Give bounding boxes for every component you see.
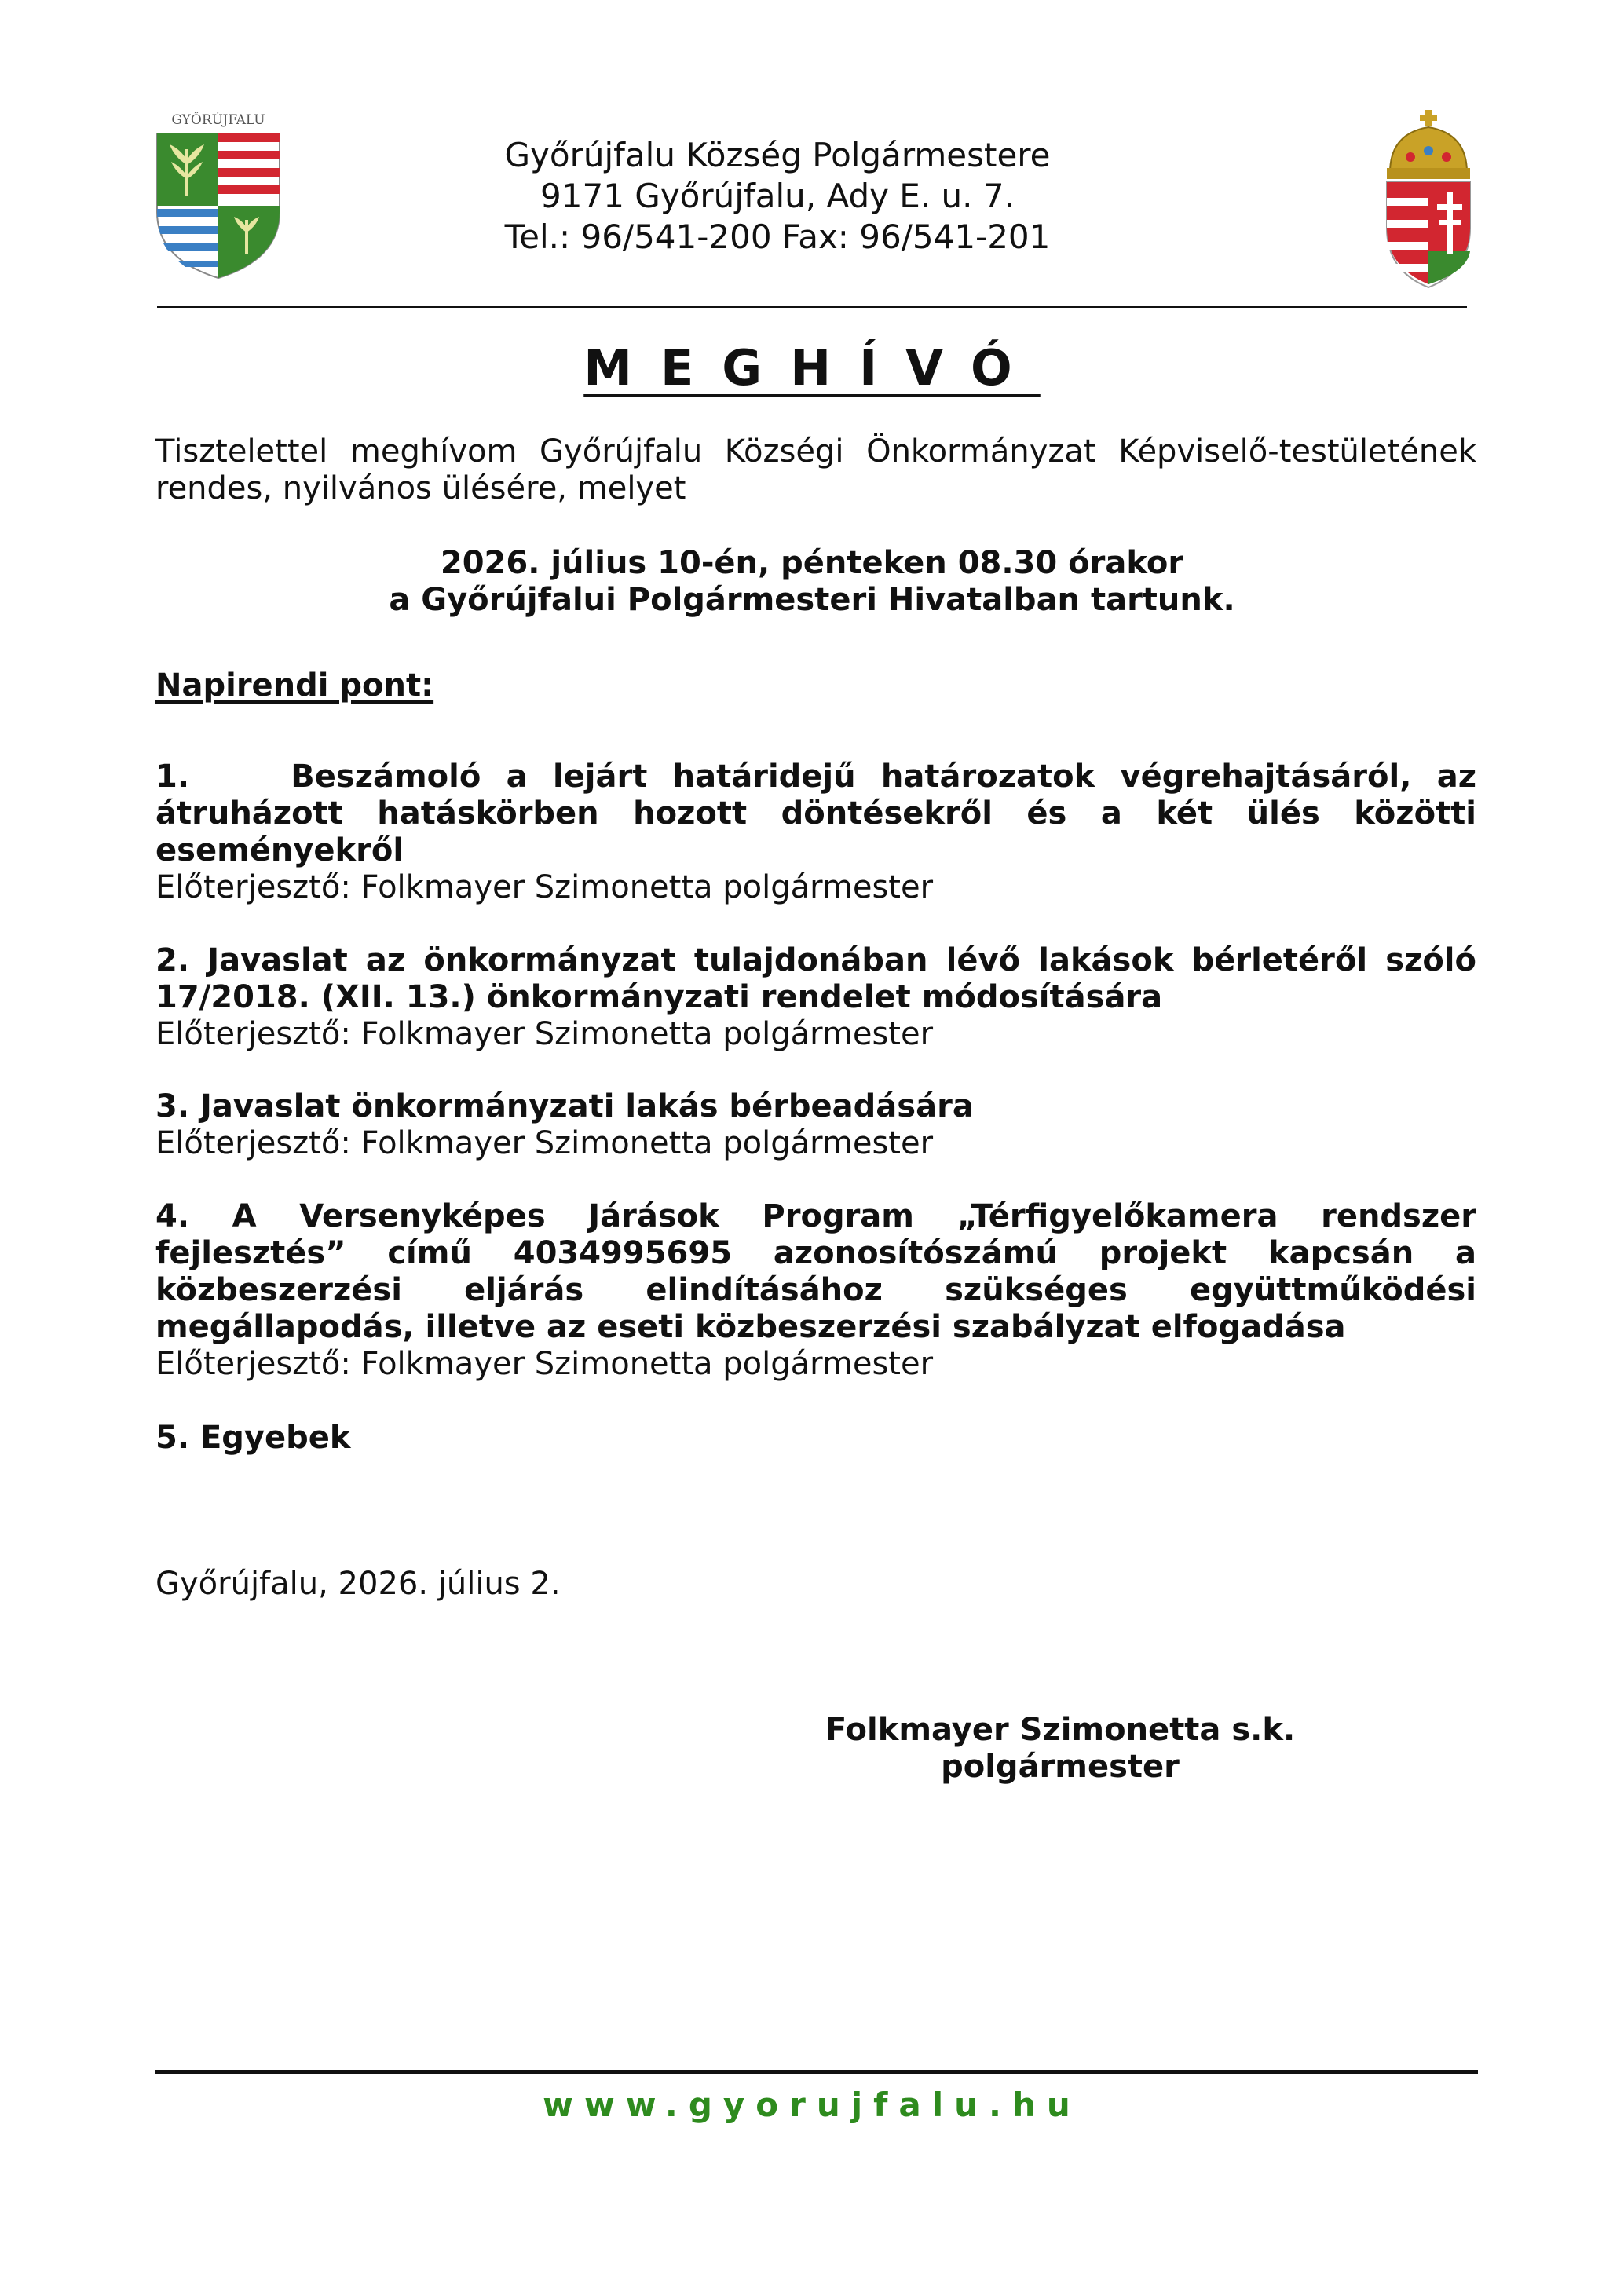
meeting-date: 2026. július 10-én, pénteken 08.30 órakor xyxy=(440,545,1184,581)
gyorujfalu-coat-of-arms xyxy=(151,110,286,281)
issuer-name: Győrújfalu Község Polgármestere xyxy=(504,136,1051,174)
signature-name: Folkmayer Szimonetta s.k. xyxy=(825,1712,1296,1748)
issuer-phone: Tel.: 96/541-200 Fax: 96/541-201 xyxy=(504,218,1051,256)
agenda-item-title: 5. Egyebek xyxy=(155,1420,351,1456)
agenda-item xyxy=(155,1088,1476,1162)
document-title: MEGHÍVÓ xyxy=(583,339,1041,397)
agenda-item-title: 2. Javaslat az önkormányzat tulajdonában lévő lakások bérletéről szóló 17/2018. (XII. 13.) önkormányzati rendelet módosítására xyxy=(155,942,1476,1015)
agenda-item-presenter: Előterjesztő: Folkmayer Szimonetta polgármester xyxy=(155,1125,934,1161)
agenda-item-presenter: Előterjesztő: Folkmayer Szimonetta polgármester xyxy=(155,1346,934,1382)
agenda-item xyxy=(155,759,1476,906)
agenda-label: Napirendi pont: xyxy=(155,667,434,704)
agenda-item-presenter: Előterjesztő: Folkmayer Szimonetta polgármester xyxy=(155,869,934,905)
header-divider xyxy=(157,306,1467,308)
agenda-item-title: 3. Javaslat önkormányzati lakás bérbeadására xyxy=(155,1088,974,1124)
agenda-item xyxy=(155,942,1476,1053)
hungarian-coat-of-arms xyxy=(1379,110,1478,289)
agenda-item xyxy=(155,1198,1476,1383)
footer-website-link[interactable]: www.gyorujfalu.hu xyxy=(543,2086,1081,2124)
agenda-item xyxy=(155,1420,1476,1457)
intro-paragraph: Tisztelettel meghívom Győrújfalu Községi Önkormányzat Képviselő-testületének rendes, nyilvános ülésére, melyet xyxy=(155,433,1476,506)
footer-divider xyxy=(155,2070,1478,2074)
signature-role: polgármester xyxy=(941,1749,1180,1785)
agenda-item-title: 1. Beszámoló a lejárt határidejű határozatok végrehajtásáról, az átruházott hatáskörben hozott döntésekről és a két ülés közötti eseményekről xyxy=(155,759,1476,868)
agenda-item-presenter: Előterjesztő: Folkmayer Szimonetta polgármester xyxy=(155,1016,934,1052)
agenda-item-title: 4. A Versenyképes Járások Program „Térfigyelőkamera rendszer fejlesztés” című 4034995695 azonosítószámú projekt kapcsán a közbeszerzési eljárás elindításához szükséges együttműködési megállapodás, illetve az eseti közbeszerzési szabályzat elfogadása xyxy=(155,1198,1476,1345)
issuer-address: 9171 Győrújfalu, Ady E. u. 7. xyxy=(540,177,1015,215)
place-date: Győrújfalu, 2026. július 2. xyxy=(155,1566,561,1602)
coat-caption: GYŐRÚJFALU xyxy=(171,112,265,128)
meeting-place: a Győrújfalui Polgármesteri Hivatalban tartunk. xyxy=(389,582,1235,618)
